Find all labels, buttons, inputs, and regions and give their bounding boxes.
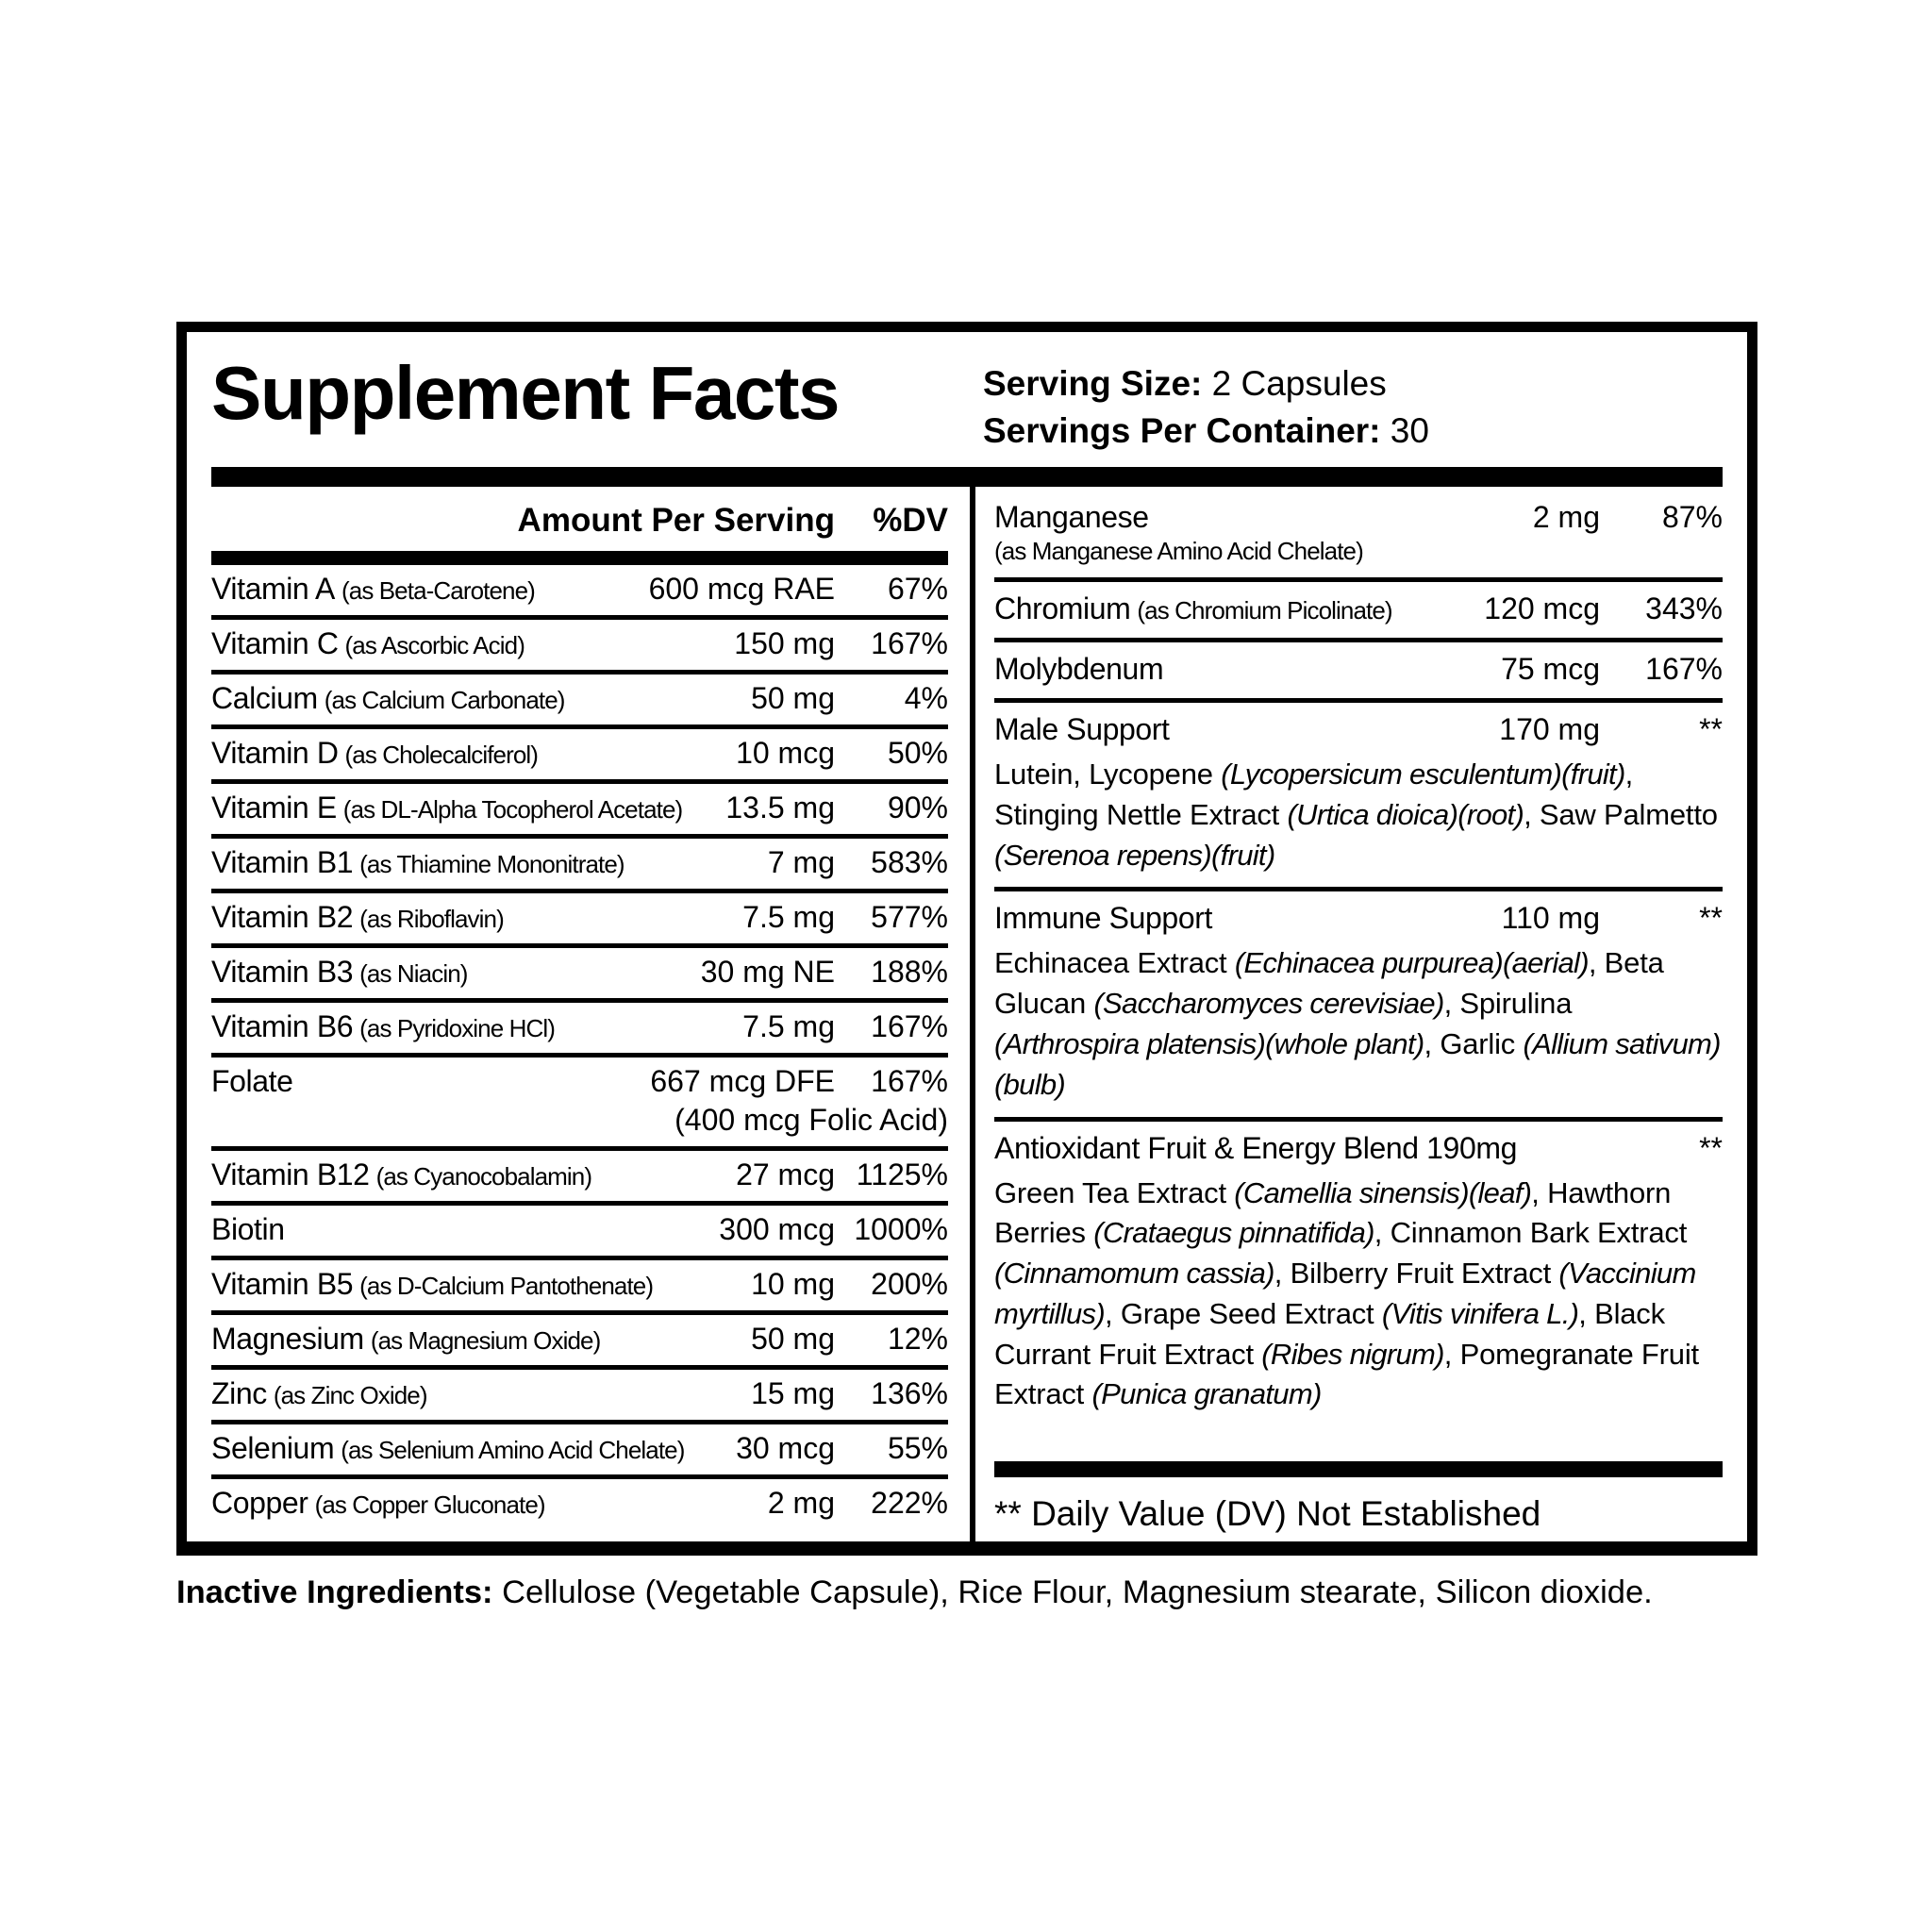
nutrient-row-line <box>994 901 1723 936</box>
nutrient-row-line <box>211 791 948 825</box>
ingredient-name: , Black Currant Fruit Extract <box>994 1296 1665 1371</box>
nutrient-row-line <box>211 1267 948 1302</box>
ingredient-name: , Grape Seed Extract <box>1105 1296 1382 1330</box>
nutrient-row <box>211 1424 948 1479</box>
nutrient-row-line <box>211 955 948 990</box>
nutrient-dv: 4% <box>904 681 948 716</box>
botanical-name: (Lycopersicum esculentum)(fruit) <box>1221 758 1625 791</box>
inactive-ingredients <box>176 1572 1799 1614</box>
nutrient-row-line <box>211 681 948 716</box>
nutrient-amount: 150 mg <box>734 626 835 661</box>
ingredient-name: , Bilberry Fruit Extract <box>1274 1257 1559 1291</box>
nutrient-dv: 90% <box>887 791 948 825</box>
nutrient-amount: 10 mcg <box>736 736 835 771</box>
nutrient-dv: 583% <box>871 845 948 880</box>
inactive-ingredients-text: Cellulose (Vegetable Capsule), Rice Flour, Magnesium stearate, Silicon dioxide. <box>502 1574 1653 1610</box>
nutrient-name: Molybdenum <box>994 652 1164 687</box>
ingredient-name: , Hawthorn Berries <box>994 1175 1672 1250</box>
header-divider-bar <box>211 467 1723 487</box>
botanical-name: (Arthrospira platensis)(whole plant) <box>994 1026 1424 1060</box>
nutrient-name: Vitamin B12 (as Cyanocobalamin) <box>211 1158 592 1192</box>
supplement-facts-panel <box>176 322 1757 1556</box>
nutrient-source-form: (as Selenium Amino Acid Chelate) <box>341 1436 685 1465</box>
ingredient-name: , Garlic <box>1424 1026 1524 1060</box>
nutrient-amount: 667 mcg DFE <box>650 1064 835 1099</box>
ingredient-name: , Stinging Nettle Extract <box>994 758 1634 831</box>
nutrient-amount: 50 mg <box>751 1322 835 1357</box>
nutrient-columns <box>211 487 1723 1541</box>
nutrient-name: Zinc (as Zinc Oxide) <box>211 1376 427 1411</box>
nutrient-row <box>211 1058 948 1151</box>
right-nutrient-rows <box>994 487 1723 1426</box>
botanical-name: (Saccharomyces cerevisiae) <box>1093 987 1444 1021</box>
nutrient-dv: 55% <box>887 1431 948 1466</box>
nutrient-amount: 7.5 mg <box>742 900 835 935</box>
amount-per-serving-header: Amount Per Serving <box>517 502 835 540</box>
botanical-name: (Cinnamomum cassia) <box>994 1257 1274 1291</box>
ingredient-name: , Cinnamon Bark Extract <box>1374 1216 1688 1250</box>
botanical-name: (Ribes nigrum) <box>1261 1337 1444 1371</box>
nutrient-amount: 50 mg <box>751 681 835 716</box>
nutrient-source-form: (as DL-Alpha Tocopherol Acetate) <box>342 795 683 824</box>
botanical-name: (Vaccinium myrtillus) <box>994 1257 1696 1330</box>
nutrient-source-form: (as Pyridoxine HCl) <box>359 1014 556 1043</box>
nutrient-dv: 167% <box>871 1009 948 1044</box>
ingredient-name: , Saw Palmetto <box>1524 797 1718 831</box>
panel-title: Supplement Facts <box>211 351 840 435</box>
blend-ingredients <box>994 936 1723 1105</box>
nutrient-dv: ** <box>1699 901 1723 936</box>
nutrient-source-form: (as Thiamine Mononitrate) <box>359 850 625 879</box>
nutrient-dv: 343% <box>1645 591 1723 626</box>
left-column-header <box>211 487 948 551</box>
nutrient-source-form: (as Riboflavin) <box>359 905 504 934</box>
nutrient-row <box>211 1151 948 1206</box>
nutrient-name: Biotin <box>211 1212 285 1247</box>
nutrient-amount: 170 mg <box>1499 712 1600 747</box>
nutrient-row-line <box>211 900 948 935</box>
nutrient-dv: 188% <box>871 955 948 990</box>
left-header-bar <box>211 551 948 565</box>
nutrient-amount: 27 mcg <box>736 1158 835 1192</box>
serving-size-label: Serving Size: <box>983 364 1203 403</box>
botanical-name: (Punica granatum) <box>1091 1377 1322 1411</box>
dv-not-established-footnote: ** Daily Value (DV) Not Established <box>994 1494 1541 1533</box>
nutrient-dv: 1125% <box>856 1158 948 1192</box>
nutrient-source-form: (as Cyanocobalamin) <box>375 1162 592 1191</box>
nutrient-name: Vitamin D (as Cholecalciferol) <box>211 736 539 771</box>
nutrient-row <box>211 1003 948 1058</box>
nutrient-amount: 2 mg <box>1532 500 1600 535</box>
nutrient-amount: 120 mcg <box>1484 591 1600 626</box>
nutrient-row <box>994 703 1723 891</box>
nutrient-amount: 15 mg <box>751 1376 835 1411</box>
nutrient-name: Immune Support <box>994 901 1212 936</box>
nutrient-row <box>211 948 948 1003</box>
nutrient-amount: 300 mcg <box>719 1212 835 1247</box>
nutrient-row <box>211 620 948 675</box>
nutrient-source-form: (as Ascorbic Acid) <box>344 631 525 660</box>
nutrient-dv: 577% <box>871 900 948 935</box>
serving-size-value: 2 Capsules <box>1211 364 1387 403</box>
nutrient-amount: 13.5 mg <box>725 791 835 825</box>
serving-info <box>983 357 1723 454</box>
nutrient-name: Vitamin C (as Ascorbic Acid) <box>211 626 525 661</box>
nutrient-amount-secondary: (400 mcg Folic Acid) <box>675 1103 948 1138</box>
nutrient-name: Vitamin B3 (as Niacin) <box>211 955 468 990</box>
nutrient-row <box>994 487 1723 582</box>
nutrient-dv: 50% <box>887 736 948 771</box>
nutrient-row-line <box>994 712 1723 747</box>
nutrient-name: Vitamin B6 (as Pyridoxine HCl) <box>211 1009 556 1044</box>
nutrient-name: Manganese <box>994 500 1149 535</box>
nutrient-source-form: (as Chromium Picolinate) <box>1137 596 1392 625</box>
nutrient-dv: 67% <box>887 572 948 607</box>
ingredient-name: Lutein, Lycopene <box>994 758 1222 791</box>
botanical-name: (Urtica dioica)(root) <box>1287 797 1524 831</box>
blend-ingredients <box>994 1166 1723 1416</box>
nutrient-row <box>211 565 948 620</box>
nutrient-row-line <box>994 591 1723 626</box>
nutrient-name: Chromium (as Chromium Picolinate) <box>994 591 1392 626</box>
nutrient-amount: 30 mcg <box>736 1431 835 1466</box>
nutrient-amount: 2 mg <box>767 1486 835 1521</box>
nutrient-name: Vitamin B2 (as Riboflavin) <box>211 900 504 935</box>
ingredient-name: , Pomegranate Fruit Extract <box>994 1337 1699 1411</box>
footnote-divider-bar <box>994 1461 1723 1477</box>
nutrient-name: Magnesium (as Magnesium Oxide) <box>211 1322 601 1357</box>
nutrient-row <box>211 1479 948 1529</box>
blend-ingredients <box>994 747 1723 875</box>
nutrient-name: Copper (as Copper Gluconate) <box>211 1486 545 1521</box>
nutrient-source-form-secondary: (as Manganese Amino Acid Chelate) <box>994 537 1363 566</box>
nutrient-source-form: (as Niacin) <box>359 959 468 989</box>
botanical-name: (Serenoa repens)(fruit) <box>994 838 1275 872</box>
nutrient-row-line <box>211 1376 948 1411</box>
nutrient-source-form: (as Beta-Carotene) <box>341 576 535 606</box>
nutrient-amount: 30 mg NE <box>700 955 835 990</box>
botanical-name: (Camellia sinensis)(leaf) <box>1234 1175 1532 1209</box>
nutrient-source-form: (as Copper Gluconate) <box>314 1491 545 1520</box>
nutrient-amount: 7.5 mg <box>742 1009 835 1044</box>
ingredient-name: Echinacea Extract <box>994 946 1235 980</box>
servings-per-container-line <box>983 408 1723 455</box>
nutrient-name: Vitamin E (as DL-Alpha Tocopherol Acetate) <box>211 791 683 825</box>
nutrient-row <box>211 839 948 893</box>
botanical-name: (Allium sativum)(bulb) <box>994 1026 1721 1101</box>
servings-per-container-value: 30 <box>1390 410 1429 450</box>
nutrient-dv: ** <box>1699 1130 1723 1165</box>
nutrient-row-line <box>994 652 1723 687</box>
nutrient-dv: 12% <box>887 1322 948 1357</box>
nutrient-row-line <box>994 1131 1723 1166</box>
nutrient-row <box>211 729 948 784</box>
nutrient-row-line <box>211 1009 948 1044</box>
servings-per-container-label: Servings Per Container: <box>983 410 1381 450</box>
nutrient-row-line <box>211 1431 948 1466</box>
botanical-name: (Crataegus pinnatifida) <box>1093 1216 1374 1250</box>
nutrient-row-line <box>211 1486 948 1521</box>
nutrient-name: Vitamin A (as Beta-Carotene) <box>211 572 535 607</box>
nutrient-row <box>211 784 948 839</box>
panel-header <box>211 332 1723 467</box>
nutrient-amount: 7 mg <box>767 845 835 880</box>
inactive-ingredients-label: Inactive Ingredients: <box>176 1574 493 1610</box>
nutrient-amount: 600 mcg RAE <box>648 572 835 607</box>
nutrient-dv: 87% <box>1661 500 1723 535</box>
nutrient-dv: 167% <box>871 626 948 661</box>
percent-dv-header: %DV <box>873 502 948 540</box>
nutrient-source-form: (as Zinc Oxide) <box>273 1381 427 1410</box>
nutrient-dv: 136% <box>871 1376 948 1411</box>
nutrient-row-line <box>994 500 1723 535</box>
nutrient-row <box>211 1315 948 1370</box>
nutrient-source-form: (as Cholecalciferol) <box>344 741 539 770</box>
nutrient-row <box>211 1370 948 1424</box>
nutrient-row-line <box>211 1212 948 1247</box>
nutrient-dv: 1000% <box>854 1212 948 1247</box>
nutrient-row <box>994 891 1723 1121</box>
nutrient-dv: 167% <box>871 1064 948 1099</box>
nutrient-row-line <box>211 626 948 661</box>
nutrient-row <box>994 642 1723 703</box>
left-column <box>211 487 970 1541</box>
nutrient-row <box>211 893 948 948</box>
nutrient-row-line <box>211 1158 948 1192</box>
serving-size-line <box>983 360 1723 408</box>
ingredient-name: Green Tea Extract <box>994 1175 1235 1209</box>
nutrient-name: Vitamin B1 (as Thiamine Mononitrate) <box>211 845 625 880</box>
nutrient-dv: 222% <box>871 1486 948 1521</box>
nutrient-source-form: (as Calcium Carbonate) <box>324 686 565 715</box>
nutrient-row <box>211 675 948 729</box>
nutrient-row-line <box>211 845 948 880</box>
nutrient-dv: ** <box>1699 712 1723 747</box>
left-nutrient-rows <box>211 565 948 1529</box>
nutrient-amount: 75 mcg <box>1501 652 1600 687</box>
nutrient-row <box>994 1122 1723 1427</box>
nutrient-row-line <box>211 1322 948 1357</box>
nutrient-name: Folate <box>211 1064 293 1099</box>
nutrient-row-line <box>211 736 948 771</box>
nutrient-row <box>211 1206 948 1260</box>
ingredient-name: , Beta Glucan <box>994 946 1664 1021</box>
nutrient-row-line <box>211 1064 948 1099</box>
botanical-name: (Vitis vinifera L.) <box>1381 1296 1579 1330</box>
nutrient-dv: 167% <box>1645 652 1723 687</box>
botanical-name: (Echinacea purpurea)(aerial) <box>1234 946 1589 980</box>
nutrient-row <box>994 582 1723 642</box>
nutrient-name: Antioxidant Fruit & Energy Blend 190mg <box>994 1130 1518 1165</box>
nutrient-source-form: (as D-Calcium Pantothenate) <box>359 1272 654 1301</box>
nutrient-amount: 110 mg <box>1501 901 1600 936</box>
nutrient-amount: 10 mg <box>751 1267 835 1302</box>
nutrient-name: Selenium (as Selenium Amino Acid Chelate) <box>211 1431 685 1466</box>
nutrient-dv: 200% <box>871 1267 948 1302</box>
nutrient-source-form: (as Magnesium Oxide) <box>370 1326 601 1356</box>
right-column <box>975 487 1723 1541</box>
nutrient-row <box>211 1260 948 1315</box>
nutrient-name: Male Support <box>994 712 1170 747</box>
nutrient-row-line <box>211 572 948 607</box>
nutrient-name: Calcium (as Calcium Carbonate) <box>211 681 565 716</box>
ingredient-name: , Spirulina <box>1443 987 1573 1021</box>
nutrient-name: Vitamin B5 (as D-Calcium Pantothenate) <box>211 1267 654 1302</box>
